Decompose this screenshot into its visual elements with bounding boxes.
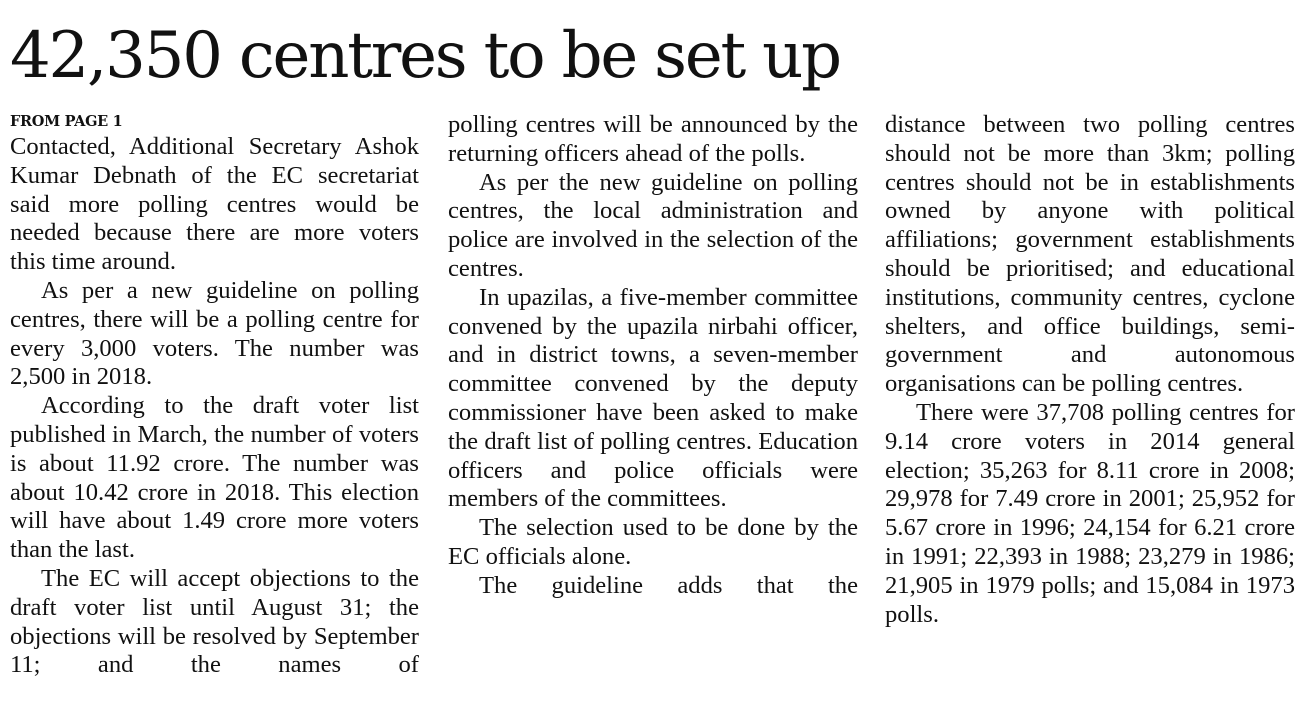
paragraph: The selection used to be done by the EC officials alone.	[448, 514, 858, 570]
paragraph: There were 37,708 polling centres for 9.14 crore voters in 2014 general election; 35,263 for 8.11 crore in 2008; 29,978 for 7.49 crore in 2001; 25,952 for 5.67 crore in 1996; 24,154 for 6.21 crore in 1991; 22,393 in 1988; 23,279 in 1986; 21,905 in 1979 polls; and 15,084 in 1973 polls.	[885, 398, 1295, 628]
paragraph: polling centres will be announced by the returning officers ahead of the polls.	[448, 111, 858, 167]
paragraph: distance between two polling centres should not be more than 3km; polling centres should not be in establishments owned by anyone with political affiliations; government establishments should be prioritised; and educational institutions, community centres, cyclone shelters, and office buildings, semi-government and autonomous organisations can be polling centres.	[885, 111, 1295, 398]
headline: 42,350 centres to be set up	[10, 19, 840, 93]
article-column-3	[885, 111, 1295, 629]
paragraph: According to the draft voter list published in March, the number of voters is about 11.92 crore. The number was about 10.42 crore in 2018. This election will have about 1.49 crore more voters than the last.	[10, 392, 419, 564]
continuation-kicker: FROM PAGE 1	[10, 113, 123, 130]
paragraph: In upazilas, a five-member committee convened by the upazila nirbahi officer, and in district towns, a seven-member committee convened by the deputy commissioner have been asked to make the draft list of polling centres. Education officers and police officials were members of the committees.	[448, 283, 858, 513]
article-column-2	[448, 111, 858, 601]
paragraph: The EC will accept objections to the draft voter list until August 31; the objections will be resolved by September 11; and the names of	[10, 564, 419, 679]
paragraph: As per a new guideline on polling centres, there will be a polling centre for every 3,000 voters. The number was 2,500 in 2018.	[10, 276, 419, 391]
paragraph: The guideline adds that the	[479, 571, 858, 599]
article-column-1	[10, 111, 419, 680]
paragraph: Contacted, Additional Secretary Ashok Kumar Debnath of the EC secretariat said more polling centres would be needed because there are more voters this time around.	[10, 133, 419, 276]
paragraph: As per the new guideline on polling centres, the local administration and police are involved in the selection of the centres.	[448, 168, 858, 282]
